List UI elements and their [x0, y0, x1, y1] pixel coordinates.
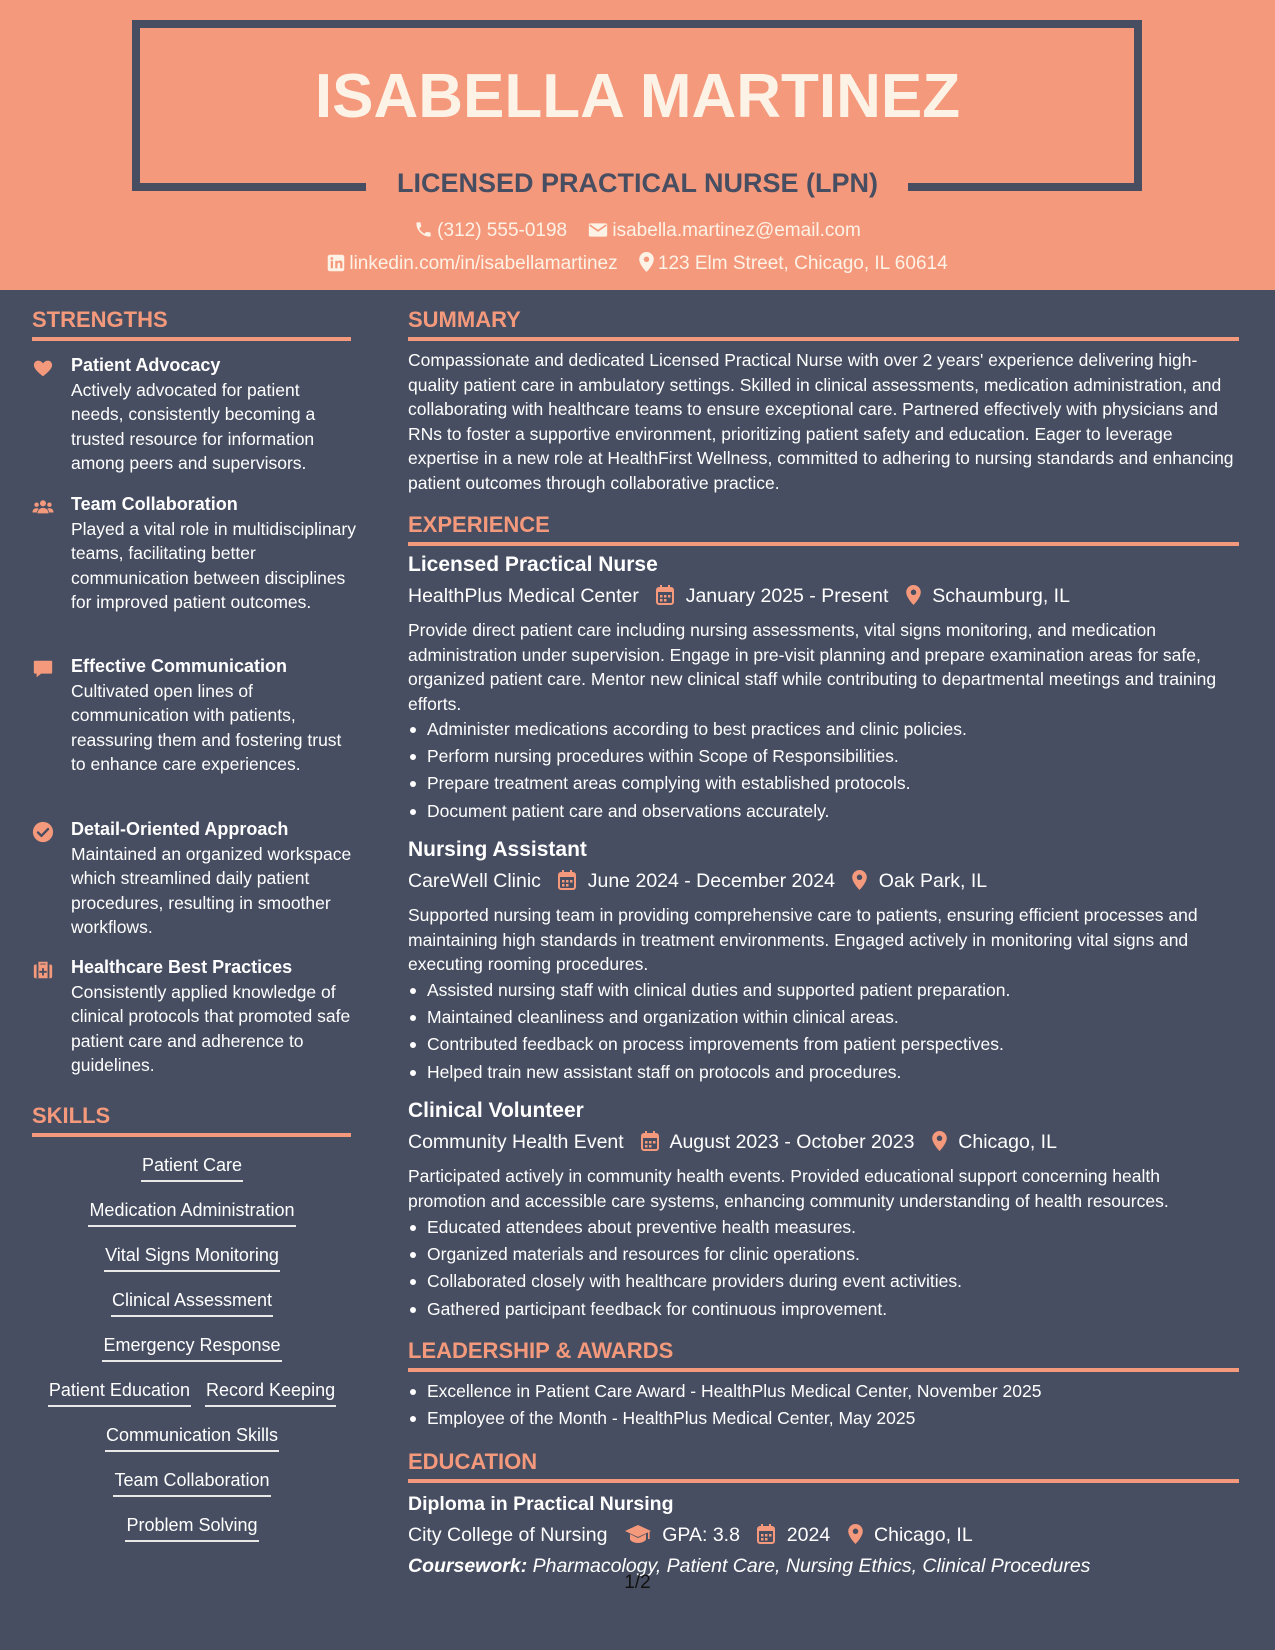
strength-desc: Consistently applied knowledge of clinical protocols that promoted safe patient care and adherence to guidelines.	[71, 982, 351, 1075]
education-year: 2024	[786, 1524, 831, 1546]
coursework-list: Pharmacology, Patient Care, Nursing Ethics, Clinical Procedures	[532, 1555, 1091, 1577]
skill-tag: Vital Signs Monitoring	[104, 1243, 280, 1272]
strength-item	[32, 817, 352, 947]
strengths-heading: STRENGTHS	[32, 307, 168, 332]
users-icon	[32, 496, 54, 518]
map-pin-icon	[848, 1524, 863, 1544]
job-bullet: Document patient care and observations accurately.	[408, 798, 1238, 825]
strength-desc: Played a vital role in multidisciplinary teams, facilitating better communication between disciplines for improved patient outcomes.	[71, 519, 356, 612]
skill-tag: Communication Skills	[105, 1423, 279, 1452]
address-text: 123 Elm Street, Chicago, IL 60614	[657, 253, 948, 274]
experience-heading: EXPERIENCE	[408, 512, 550, 537]
skill-tag: Clinical Assessment	[111, 1288, 273, 1317]
job-meta	[408, 1129, 1057, 1155]
strength-title: Patient Advocacy	[71, 355, 221, 375]
skill-row	[32, 1423, 352, 1452]
check-circle-icon	[32, 821, 54, 843]
strength-title: Effective Communication	[71, 656, 288, 676]
medkit-icon	[32, 959, 54, 981]
map-pin-icon	[932, 1131, 947, 1151]
email-text: isabella.martinez@email.com	[612, 220, 861, 241]
strengths-rule	[32, 337, 351, 341]
job-bullet: Maintained cleanliness and organization within clinical areas.	[408, 1004, 1238, 1031]
envelope-icon	[588, 221, 608, 239]
strength-item	[32, 353, 352, 483]
job-title: Clinical Volunteer	[408, 1099, 584, 1122]
job-dates: January 2025 - Present	[685, 585, 889, 607]
coursework-label: Coursework:	[408, 1555, 528, 1577]
skill-tag: Patient Care	[141, 1153, 243, 1182]
job-bullet: Helped train new assistant staff on protocols and procedures.	[408, 1059, 1238, 1086]
skill-tag: Medication Administration	[88, 1198, 295, 1227]
skill-row	[32, 1153, 352, 1182]
skill-row	[32, 1378, 352, 1407]
skill-tag: Team Collaboration	[113, 1468, 270, 1497]
job-dates: June 2024 - December 2024	[587, 870, 835, 892]
job-bullet: Educated attendees about preventive health measures.	[408, 1214, 1238, 1241]
strength-desc: Maintained an organized workspace which streamlined daily patient procedures, resulting in smoother workflows.	[71, 844, 352, 937]
contact-row-2	[0, 251, 1275, 277]
calendar-icon	[656, 585, 674, 605]
job-bullet: Administer medications according to best practices and clinic policies.	[408, 716, 1238, 743]
phone-text: (312) 555-0198	[437, 220, 568, 241]
calendar-icon	[558, 870, 576, 890]
contact-row-1	[0, 218, 1275, 244]
calendar-icon	[641, 1131, 659, 1151]
education-location: Chicago, IL	[874, 1524, 973, 1546]
award-item: Excellence in Patient Care Award - HealthPlus Medical Center, November 2025	[408, 1378, 1238, 1405]
education-meta	[408, 1522, 973, 1548]
job-bullet: Contributed feedback on process improvements from patient perspectives.	[408, 1031, 1238, 1058]
map-pin-icon	[852, 870, 867, 890]
job-description: Provide direct patient care including nursing assessments, vital signs monitoring, and medication administration under supervision. Engage in pre-visit planning and prepare examination areas for safe, organized patient care. Mentor new clinical staff while contributing to departmental meetings and training efforts.	[408, 620, 1217, 714]
strength-title: Detail-Oriented Approach	[71, 819, 289, 839]
job-bullet: Collaborated closely with healthcare providers during event activities.	[408, 1268, 1238, 1295]
job-location: Oak Park, IL	[878, 870, 988, 892]
linkedin-icon	[327, 254, 345, 272]
job-dates: August 2023 - October 2023	[669, 1131, 915, 1153]
comment-icon	[32, 658, 54, 680]
strength-item	[32, 955, 352, 1085]
education-school: City College of Nursing	[408, 1524, 608, 1546]
job-description: Supported nursing team in providing comprehensive care to patients, ensuring efficient processes and maintaining high standards in treatment environments. Engaged actively in monitoring vital signs and executing rooming procedures.	[408, 905, 1198, 974]
contact-linkedin[interactable]	[327, 251, 617, 277]
skill-row	[32, 1198, 352, 1227]
job-company: CareWell Clinic	[408, 870, 541, 892]
job-bullet: Prepare treatment areas complying with established protocols.	[408, 770, 1238, 797]
education-degree: Diploma in Practical Nursing	[408, 1493, 674, 1515]
skill-tag: Problem Solving	[125, 1513, 258, 1542]
page-number: 1/2	[624, 1572, 651, 1593]
skill-row	[32, 1333, 352, 1362]
job-title: Nursing Assistant	[408, 838, 587, 861]
education-gpa: GPA: 3.8	[662, 1524, 740, 1546]
job-bullets	[408, 716, 1238, 825]
awards-heading: LEADERSHIP & AWARDS	[408, 1338, 674, 1363]
summary-heading: SUMMARY	[408, 307, 521, 332]
skill-tag: Patient Education	[48, 1378, 191, 1407]
skill-tag: Record Keeping	[205, 1378, 336, 1407]
job-company: HealthPlus Medical Center	[408, 585, 639, 607]
job-bullet: Perform nursing procedures within Scope of Responsibilities.	[408, 743, 1238, 770]
education-rule	[408, 1479, 1239, 1483]
job-meta	[408, 583, 1070, 609]
summary-rule	[408, 337, 1239, 341]
skill-row	[32, 1243, 352, 1272]
strength-item	[32, 492, 356, 642]
job-company: Community Health Event	[408, 1131, 624, 1153]
job-bullets	[408, 977, 1238, 1086]
job-bullet: Gathered participant feedback for continuous improvement.	[408, 1296, 1238, 1323]
job-bullet: Organized materials and resources for clinic operations.	[408, 1241, 1238, 1268]
experience-rule	[408, 542, 1239, 546]
candidate-name: ISABELLA MARTINEZ	[314, 62, 961, 131]
skills-rule	[32, 1133, 351, 1137]
contact-address	[639, 251, 948, 277]
strength-title: Team Collaboration	[71, 494, 238, 514]
strength-title: Healthcare Best Practices	[71, 957, 293, 977]
linkedin-text: linkedin.com/in/isabellamartinez	[349, 253, 618, 274]
skill-row	[32, 1288, 352, 1317]
award-item: Employee of the Month - HealthPlus Medical Center, May 2025	[408, 1405, 1238, 1432]
awards-list	[408, 1378, 1238, 1432]
calendar-icon	[757, 1524, 775, 1544]
resume-header	[0, 0, 1275, 290]
map-pin-icon	[639, 252, 654, 272]
job-location: Chicago, IL	[958, 1131, 1057, 1153]
contact-phone[interactable]	[414, 218, 567, 244]
skill-row	[32, 1468, 352, 1497]
skill-row	[32, 1513, 352, 1542]
strength-desc: Actively advocated for patient needs, consistently becoming a trusted resource for information among peers and supervisors.	[71, 380, 316, 473]
job-location: Schaumburg, IL	[932, 585, 1070, 607]
candidate-title: LICENSED PRACTICAL NURSE (LPN)	[396, 168, 879, 198]
contact-email[interactable]	[588, 218, 860, 244]
job-title: Licensed Practical Nurse	[408, 553, 658, 576]
skills-heading: SKILLS	[32, 1103, 111, 1128]
strength-item	[32, 654, 352, 804]
job-bullets	[408, 1214, 1238, 1323]
job-bullet: Assisted nursing staff with clinical duties and supported patient preparation.	[408, 977, 1238, 1004]
job-meta	[408, 868, 987, 894]
strength-desc: Cultivated open lines of communication with patients, reassuring them and fostering trust to enhance care experiences.	[71, 681, 342, 774]
education-heading: EDUCATION	[408, 1449, 538, 1474]
heart-icon	[32, 357, 54, 379]
skill-tag: Emergency Response	[102, 1333, 281, 1362]
awards-rule	[408, 1368, 1239, 1372]
phone-icon	[414, 220, 433, 239]
job-description: Participated actively in community health events. Provided educational support concerning health promotion and accessible care systems, enhancing community understanding of health resources.	[408, 1166, 1169, 1211]
map-pin-icon	[906, 585, 921, 605]
summary-text: Compassionate and dedicated Licensed Practical Nurse with over 2 years' experience delivering high-quality patient care in ambulatory settings. Skilled in clinical assessments, medication administration, and collaborating with healthcare teams to ensure exceptional care. Partnered effectively with physicians and RNs to foster a supportive environment, prioritizing patient safety and education. Eager to leverage expertise in a new role at HealthFirst Wellness, committed to adhering to nursing standards and enhancing patient outcomes through collaborative practice.	[408, 350, 1234, 493]
graduation-cap-icon	[625, 1524, 651, 1544]
